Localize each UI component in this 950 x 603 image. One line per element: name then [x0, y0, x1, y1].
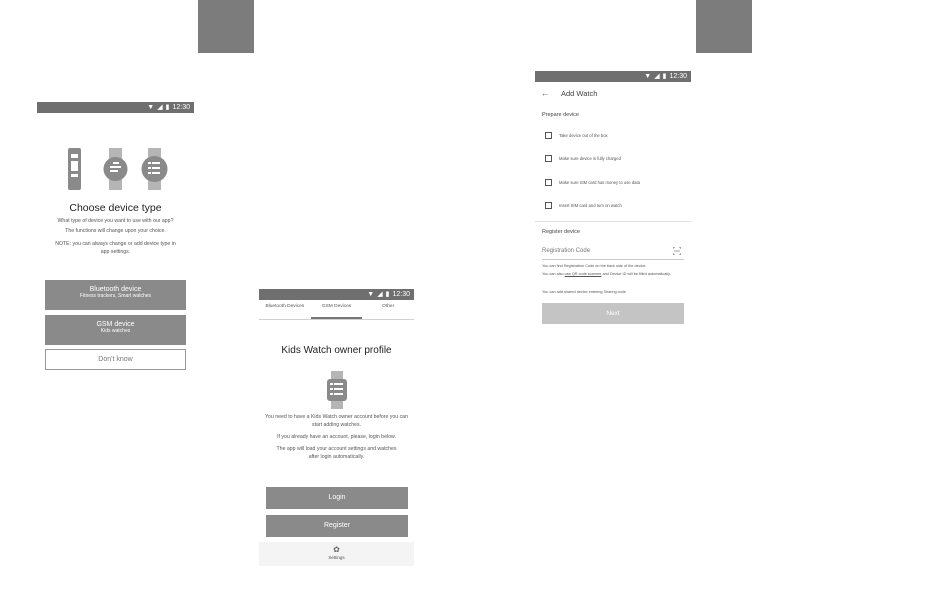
tab-gsm-devices[interactable]: GSM Devices [311, 300, 363, 319]
bluetooth-device-button[interactable] [45, 280, 186, 310]
registration-note-3: You can add shared device entering Sharing code [542, 290, 626, 294]
registration-note-1: You can find Registration Code on the back side of the device. [542, 264, 647, 268]
kids-watch-icon [325, 371, 349, 409]
choose-device-description: What type of device you want to use with our app? [57, 218, 174, 224]
status-bar [37, 102, 194, 113]
smart-watch-icon [142, 148, 168, 190]
checkbox[interactable] [545, 202, 552, 209]
settings-footer[interactable] [259, 542, 414, 566]
prepare-step-label: Make sure device is fully charged [559, 156, 621, 161]
status-time: 12:30 [669, 73, 687, 80]
gsm-device-label: GSM device [96, 321, 135, 328]
bluetooth-device-sublabel: Fitness trackers, Smart watches [79, 293, 152, 299]
prepare-step-label: Make sure SIM card has money to use data [559, 180, 640, 185]
battery-icon: ▮ [385, 291, 390, 298]
login-button[interactable]: Login [266, 487, 408, 509]
gsm-device-sublabel: Kids watches [100, 328, 131, 334]
qr-scan-icon[interactable] [673, 247, 681, 255]
tab-other[interactable]: Other [382, 304, 395, 309]
qr-scanner-link[interactable]: use QR code scanner [564, 272, 602, 276]
signal-icon: ◢ [377, 291, 383, 298]
add-watch-header [535, 82, 691, 104]
kids-profile-text-3: The app will load your account settings and watches after login automatically. [276, 446, 397, 460]
checkbox[interactable] [545, 155, 552, 162]
note-text: You can also [542, 272, 565, 276]
dont-know-button[interactable]: Don't know [45, 349, 186, 370]
prepare-step-2[interactable] [545, 155, 621, 162]
section-divider [535, 221, 691, 222]
register-button[interactable]: Register [266, 515, 408, 537]
prepare-step-1[interactable] [545, 132, 608, 139]
choose-device-screen [37, 102, 194, 377]
kids-profile-text-2: If you already have an account, please, login below. [277, 434, 396, 440]
prepare-step-3[interactable] [545, 179, 640, 186]
fitness-band-icon [68, 148, 81, 190]
gsm-device-button[interactable] [45, 315, 186, 345]
add-watch-title: Add Watch [561, 88, 598, 98]
status-bar [259, 289, 414, 300]
next-button[interactable]: Next [542, 303, 684, 324]
registration-code-underline [542, 259, 684, 260]
page-tab-marker-left [198, 0, 254, 53]
prepare-device-header: Prepare device [542, 112, 579, 118]
checkbox[interactable] [545, 132, 552, 139]
choose-device-description-2: The functions will change upon your choice. [65, 228, 166, 234]
registration-note-2 [542, 272, 686, 277]
wifi-icon: ▼ [644, 73, 652, 80]
round-watch-icon [104, 148, 128, 190]
kids-profile-text-1: You need to have a Kids Watch owner account before you can start adding watches. [265, 414, 408, 428]
settings-label: Settings [328, 555, 345, 560]
device-tabs [259, 300, 414, 320]
tab-bluetooth-devices[interactable]: Bluetooth Devices [265, 304, 305, 309]
prepare-step-4[interactable] [545, 202, 622, 209]
status-time: 12:30 [172, 104, 190, 111]
add-watch-screen [535, 71, 691, 331]
note-text: and Device ID will be filled automatically. [601, 272, 671, 276]
bluetooth-device-label: Bluetooth device [89, 286, 142, 293]
kids-profile-title: Kids Watch owner profile [281, 345, 392, 356]
registration-code-field[interactable]: Registration Code [542, 248, 591, 254]
status-time: 12:30 [392, 291, 410, 298]
status-bar [535, 71, 691, 82]
register-device-header: Register device [542, 229, 580, 235]
choose-device-title: Choose device type [69, 202, 162, 214]
battery-icon: ▮ [165, 104, 170, 111]
checkbox[interactable] [545, 179, 552, 186]
wifi-icon: ▼ [147, 104, 155, 111]
page-tab-marker-right [696, 0, 752, 53]
kids-profile-screen [259, 289, 414, 566]
choose-device-note: NOTE: you can always change or add device type in app settings. [55, 241, 176, 255]
prepare-step-label: Take device out of the box [559, 133, 608, 138]
back-arrow-icon[interactable]: ← [540, 88, 550, 98]
device-illustration [37, 146, 194, 192]
wifi-icon: ▼ [367, 291, 375, 298]
signal-icon: ◢ [654, 73, 660, 80]
signal-icon: ◢ [157, 104, 163, 111]
prepare-step-label: Insert SIM card and turn on watch [559, 203, 622, 208]
battery-icon: ▮ [662, 73, 667, 80]
gear-icon: ✿ [333, 545, 340, 554]
